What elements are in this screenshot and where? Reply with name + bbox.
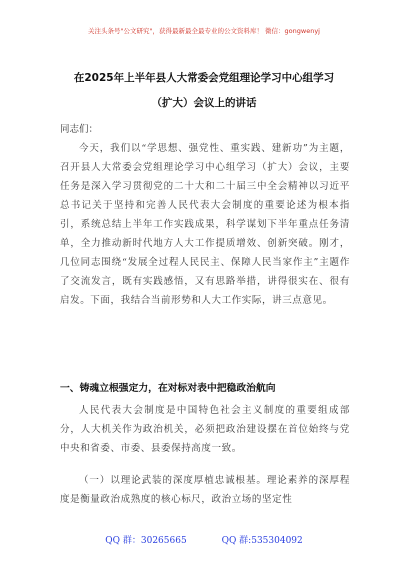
footer [0,533,408,546]
top-notice: 关注头条号"公文研究"，获得最新最全最专业的公文资料库！ 微信：gongwenyj [88,27,320,35]
document-title-line-1: 在2025年上半年县人大常委会党组理论学习中心组学习 [73,72,335,84]
section-heading-1: 一、铸魂立根强定力，在对标对表中把稳政治航向 [60,383,276,394]
salutation: 同志们： [60,124,99,135]
document-title-line-2: （扩大）会议上的讲话 [151,97,257,109]
footer-qq-group-2: QQ 群:535304092 [221,536,303,546]
paragraph-intro: 今天，我们以“学思想、强党性、重实践、建新功”为主题，召开县人大常委会党组理论学习中心组学习（扩大）会议，主要任务是深入学习贯彻党的二十大和二十届三中全会精神以习近平总书记关于坚持和完善人民代表大会制度的重要论述为根本指引，系统总结上半年工作实践成果，科学谋划下半年重点任务清单，全力推动新时代地方人大工作提质增效、创新突破。刚才，几位同志围绕“发展全过程人民民主、保障人民当家作主”主题作了交流发言，既有实践感悟，又有思路举措，讲得很实在、很有启发。下面，我结合当前形势和人大工作实际，讲三点意见。 [60,143,350,306]
paragraph-subsection-1: （一）以理论武装的深度厚植忠诚根基。理论素养的深厚程度是衡量政治成熟度的核心标尺，政治立场的坚定性 [60,475,350,505]
footer-qq-group-1: QQ 群：30265665 [105,536,187,546]
paragraph-section-1: 人民代表大会制度是中国特色社会主义制度的重要组成部分，人大机关作为政治机关，必须把政治建设摆在首位始终与党中央和省委、市委、县委保持高度一致。 [60,405,350,454]
